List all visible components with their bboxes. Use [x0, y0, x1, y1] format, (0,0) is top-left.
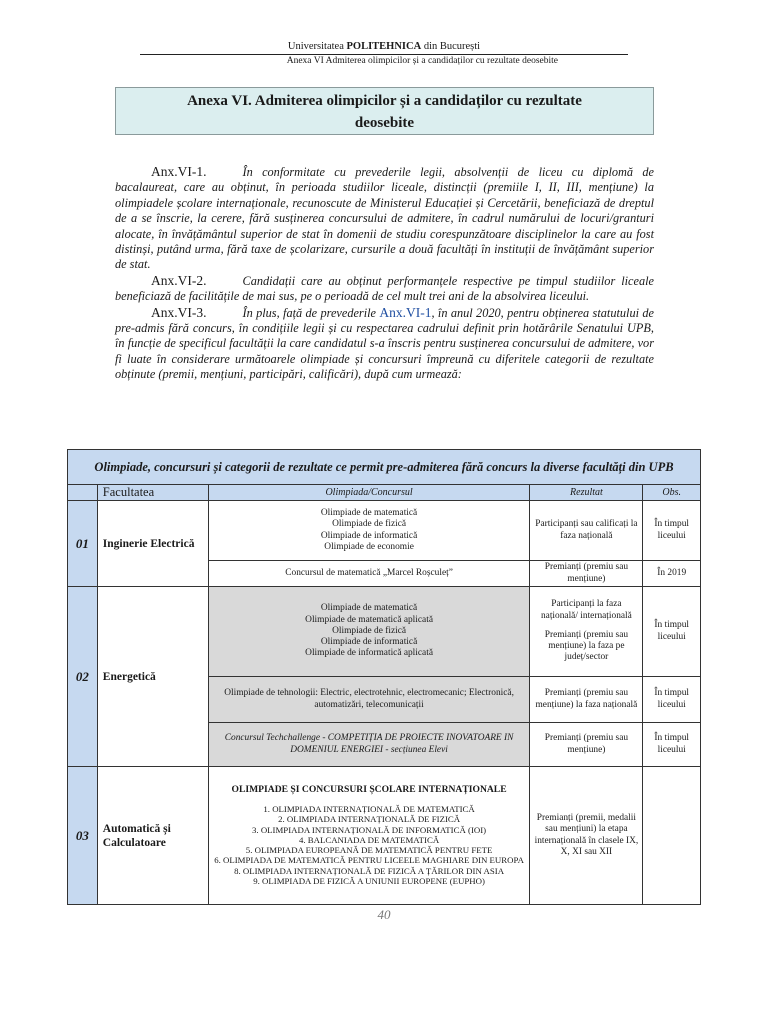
result-cell: Premianți (premiu sau mențiune): [530, 723, 643, 767]
result-cell: Premianți (premiu sau mențiune): [530, 561, 643, 587]
faculty-name: Inginerie Electrică: [97, 501, 208, 587]
table-row: [68, 587, 701, 677]
anx-vi-1-link[interactable]: Anx.VI-1: [379, 304, 432, 320]
annex-title: Anexa VI. Admiterea olimpicilor și a candidaților cu rezultate deosebite: [115, 87, 654, 135]
header-subtitle: Anexa VI Admiterea olimpicilor și a candidaților cu rezultate deosebite: [286, 56, 558, 66]
paragraph-2: Anx.VI-2. Candidații care au obținut performanțele respective pe timpul studiilor liceale beneficiază de facilitățile de mai sus, pe o perioadă de cel mult trei ani de la absolvirea liceului.: [115, 272, 654, 304]
olympiad-cell: Olimpiade de tehnologii: Electric, electrotehnic, electromecanic; Electronică, automatizări, telecomunicații: [208, 677, 530, 723]
result-cell: Premianți (premiu sau mențiune) la faza națională: [530, 677, 643, 723]
faculty-name: Energetică: [97, 587, 208, 767]
olympiad-cell: Concursul de matematică „Marcel Roșculeț”: [208, 561, 530, 587]
paragraph-1: Anx.VI-1. În conformitate cu prevederile legii, absolvenții de liceu cu diplomă de bacalaureat, care au obținut, în perioada studiilor liceale, distincții (premiile I, II, III, mențiune) la olimpiadele școlare internaționale, recunoscute de Ministerul Educației și Cercetării, beneficiază de dreptul de a se înscrie, la cerere, fără susținerea concursului de admitere, în cadrul numărului de locuri/granturi alocate, în învățământul superior de stat în domenii de studiu corespunzătoare disciplinelor la care au fost distinși, putând urma, fără taxe de școlarizare, cursurile a două facultăți în instituții de învățământ superior de stat.: [115, 164, 654, 272]
olympiad-list: Olimpiade de matematică Olimpiade de matematică aplicată Olimpiade de fizică Olimpiade de informatică Olimpiade de informatică aplicată: [208, 587, 530, 677]
olympiad-list: Olimpiade de matematică Olimpiade de fizică Olimpiade de informatică Olimpiade de economie: [208, 501, 530, 561]
result-cell: Participanți sau calificați la faza națională: [530, 501, 643, 561]
row-number: 01: [68, 501, 98, 587]
obs-cell: [643, 767, 701, 905]
obs-cell: În timpul liceului: [643, 587, 701, 677]
olympiad-table: [67, 449, 701, 905]
page-header: [140, 40, 628, 68]
row-number: 03: [68, 767, 98, 905]
obs-cell: În timpul liceului: [643, 501, 701, 561]
result-cell: Participanți la faza națională/ internațională Premianți (premiu sau mențiune) la faza pe județ/sector: [530, 587, 643, 677]
table-caption: Olimpiade, concursuri și categorii de rezultate ce permit pre-admiterea fără concurs la diverse facultăți din UPB: [68, 450, 701, 485]
obs-cell: În timpul liceului: [643, 677, 701, 723]
olympiad-list: OLIMPIADE ȘI CONCURSURI ȘCOLARE INTERNAȚIONALE 1. OLIMPIADA INTERNAȚIONALĂ DE MATEMATICĂ 2. OLIMPIADA INTERNAȚIONALĂ DE FIZICĂ 3. OLIMPIADA INTERNAȚIONALĂ DE INFORMATICĂ (IOI) 4. BALCANIADA DE MATEMATICĂ 5. OLIMPIADA EUROPEANĂ DE MATEMATICĂ PENTRU FETE 6. OLIMPIADA DE MATEMATICĂ PENTRU LICEELE MAGHIARE DIN EUROPA 8. OLIMPIADA INTERNAȚIONALĂ DE FIZICĂ A ȚĂRILOR DIN ASIA 9. OLIMPIADA DE FIZICĂ A UNIUNII EUROPENE (EUPHO): [208, 767, 530, 905]
header-obs: Obs.: [643, 485, 701, 501]
paragraph-3: Anx.VI-3. În plus, față de prevederile Anx.VI-1, în anul 2020, pentru obținerea statutului de pre-admis fără concurs, în condițiile legii și cu respectarea cadrului definit prin hotărârile Senatului UPB, în funcție de specificul facultății la care candidatul s-a înscris pentru susținerea concursului de admitere, vor fi luate în considerare următoarele olimpiade și concursuri împreună cu diferitele categorii de rezultate obținute (premii, mențiuni, participări, calificări), după cum urmează:: [115, 304, 654, 382]
body-text: [115, 164, 654, 383]
result-cell: Premianți (premii, medalii sau mențiuni) la etapa internațională în clasele IX, X, XI sau XII: [530, 767, 643, 905]
table-row: [68, 767, 701, 905]
header-rezultat: Rezultat: [530, 485, 643, 501]
university-name: Universitatea POLITEHNICA din București: [287, 41, 481, 52]
page-number: 40: [377, 907, 391, 922]
header-olimpiada: Olimpiada/Concursul: [208, 485, 530, 501]
olympiad-cell: Concursul Techchallenge - COMPETIȚIA DE PROIECTE INOVATOARE IN DOMENIUL ENERGIEI - secțiunea Elevi: [208, 723, 530, 767]
faculty-name: Automatică și Calculatoare: [97, 767, 208, 905]
header-num: [68, 485, 98, 501]
obs-cell: În timpul liceului: [643, 723, 701, 767]
obs-cell: În 2019: [643, 561, 701, 587]
header-facultatea: Facultatea: [97, 485, 208, 501]
table-row: [68, 501, 701, 561]
row-number: 02: [68, 587, 98, 767]
